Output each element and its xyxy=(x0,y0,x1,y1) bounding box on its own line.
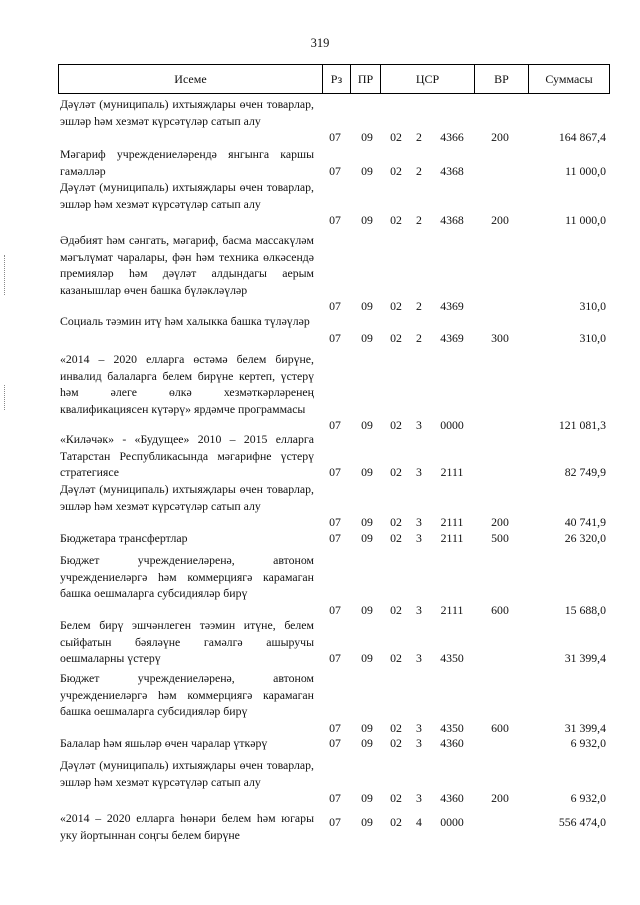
row-pr: 09 xyxy=(361,515,373,529)
page-number: 319 xyxy=(310,36,330,50)
row-sum: 31 399,4 xyxy=(564,720,606,735)
row-csr-part2: 4 xyxy=(416,815,422,829)
row-csr-part3: 2111 xyxy=(440,531,464,545)
row-pr: 09 xyxy=(361,130,373,144)
row-csr-part2: 3 xyxy=(416,515,422,529)
row-csr-part2: 2 xyxy=(416,213,422,227)
row-csr-part3: 4350 xyxy=(440,720,464,735)
table-row xyxy=(0,617,640,667)
row-csr-part3: 2111 xyxy=(440,515,464,529)
row-pr: 09 xyxy=(361,736,373,750)
row-sum: 556 474,0 xyxy=(558,815,606,829)
row-csr-part2: 3 xyxy=(416,791,422,805)
row-rz: 07 xyxy=(329,791,341,805)
row-rz: 07 xyxy=(329,163,341,178)
row-sum: 310,0 xyxy=(579,299,606,313)
row-csr-part1: 02 xyxy=(390,465,402,479)
row-csr-part3: 2111 xyxy=(440,602,464,617)
row-csr-part1: 02 xyxy=(390,213,402,227)
row-sum: 31 399,4 xyxy=(564,651,606,665)
row-rz: 07 xyxy=(329,815,341,829)
row-csr-part1: 02 xyxy=(390,651,402,665)
row-name: Социаль тәэмин итү һәм халыкка башка түләүләр xyxy=(60,314,310,328)
row-csr-part3: 4369 xyxy=(440,330,464,345)
table-row xyxy=(0,670,640,736)
row-name: Балалар һәм яшьләр өчен чаралар үткәрү xyxy=(60,736,268,750)
row-rz: 07 xyxy=(329,515,341,529)
row-rz: 07 xyxy=(329,418,341,432)
row-csr-part3: 4350 xyxy=(440,651,464,665)
row-sum: 15 688,0 xyxy=(564,602,606,617)
row-name: «2014 – 2020 елларга өстәмә белем бирүне, инвалид балаларга белем бирүне кертеп, үстерү һәм әлеге өлкә хезмәткәрләренең квалификациясен күтәрү» ярдәмче программасы xyxy=(60,352,314,416)
row-csr-part2: 2 xyxy=(416,130,422,144)
row-rz: 07 xyxy=(329,531,341,545)
row-csr-part2: 3 xyxy=(416,465,422,479)
row-csr-part1: 02 xyxy=(390,299,402,313)
row-pr: 09 xyxy=(361,791,373,805)
table-header xyxy=(58,64,610,94)
column-header-name: Исеме xyxy=(59,65,323,93)
row-pr: 09 xyxy=(361,213,373,227)
row-csr-part1: 02 xyxy=(390,531,402,545)
row-pr: 09 xyxy=(361,465,373,479)
row-name: «2014 – 2020 елларга һөнәри белем һәм югары уку йортыннан соңгы белем бирүне xyxy=(60,811,314,842)
row-csr-part1: 02 xyxy=(390,720,402,735)
row-csr-part3: 0000 xyxy=(440,418,464,432)
row-vr: 300 xyxy=(491,330,509,345)
row-pr: 09 xyxy=(361,330,373,345)
row-csr-part2: 2 xyxy=(416,330,422,345)
row-csr-part3: 4368 xyxy=(440,213,464,227)
row-csr-part2: 2 xyxy=(416,163,422,178)
row-pr: 09 xyxy=(361,299,373,313)
row-csr-part1: 02 xyxy=(390,736,402,750)
row-rz: 07 xyxy=(329,720,341,735)
row-pr: 09 xyxy=(361,531,373,545)
row-csr-part3: 0000 xyxy=(440,815,464,829)
row-csr-part1: 02 xyxy=(390,130,402,144)
table-row xyxy=(0,146,640,179)
table-row xyxy=(0,179,640,229)
row-sum: 26 320,0 xyxy=(564,531,606,545)
row-name: Мәгариф учреждениеләрендә янгынга каршы гамәлләр xyxy=(60,147,314,178)
row-csr-part1: 02 xyxy=(390,815,402,829)
column-header-csr: ЦСР xyxy=(381,65,475,93)
table-row xyxy=(0,530,640,547)
row-vr: 500 xyxy=(491,531,509,545)
row-rz: 07 xyxy=(329,651,341,665)
row-pr: 09 xyxy=(361,602,373,617)
row-pr: 09 xyxy=(361,651,373,665)
row-csr-part3: 4366 xyxy=(440,130,464,144)
row-csr-part2: 3 xyxy=(416,651,422,665)
row-sum: 6 932,0 xyxy=(570,736,606,750)
table-row xyxy=(0,232,640,315)
row-rz: 07 xyxy=(329,465,341,479)
row-name: «Киләчәк» - «Будущее» 2010 – 2015 елларга Татарстан Республикасында мәгарифне үстерү стратегиясе xyxy=(60,432,314,479)
row-rz: 07 xyxy=(329,130,341,144)
row-csr-part1: 02 xyxy=(390,330,402,345)
row-name: Бюджетара трансфертлар xyxy=(60,531,188,545)
row-csr-part2: 2 xyxy=(416,299,422,313)
column-header-sum: Суммасы xyxy=(545,72,593,86)
row-rz: 07 xyxy=(329,299,341,313)
row-sum: 11 000,0 xyxy=(565,213,606,227)
row-name: Әдәбият һәм сәнгать, мәгариф, басма массакүләм мәгълүмат чаралары, фән һәм техника өлкәсендә премияләр һәм дәүләт алдындагы аерым казанышлар өчен башка бүләкләүләр xyxy=(60,233,314,297)
row-csr-part3: 2111 xyxy=(440,465,464,479)
row-name: Дәүләт (муниципаль) ихтыяҗлары өчен товарлар, эшләр һәм хезмәт күрсәтүләр сатып алу xyxy=(60,97,314,128)
row-sum: 164 867,4 xyxy=(558,130,606,144)
row-sum: 121 081,3 xyxy=(558,418,606,432)
row-pr: 09 xyxy=(361,163,373,178)
row-csr-part3: 4360 xyxy=(440,791,464,805)
column-header-pr: ПР xyxy=(351,65,381,93)
row-name: Дәүләт (муниципаль) ихтыяҗлары өчен товарлар, эшләр һәм хезмәт күрсәтүләр сатып алу xyxy=(60,180,314,211)
row-pr: 09 xyxy=(361,815,373,829)
row-vr: 600 xyxy=(491,720,509,735)
table-row xyxy=(0,481,640,531)
row-rz: 07 xyxy=(329,330,341,345)
row-name: Белем бирү эшчәнлеген тәэмин итүне, белем сыйфатын бәяләүне гамәлгә ашыручы оешмаларны үстерү xyxy=(60,618,314,665)
row-rz: 07 xyxy=(329,602,341,617)
row-vr: 200 xyxy=(491,791,509,805)
row-rz: 07 xyxy=(329,213,341,227)
row-vr: 200 xyxy=(491,213,509,227)
row-sum: 310,0 xyxy=(579,330,606,345)
table-row xyxy=(0,313,640,346)
row-vr: 200 xyxy=(491,130,509,144)
row-csr-part2: 3 xyxy=(416,736,422,750)
row-csr-part1: 02 xyxy=(390,791,402,805)
row-csr-part3: 4369 xyxy=(440,299,464,313)
row-csr-part3: 4368 xyxy=(440,163,464,178)
row-csr-part1: 02 xyxy=(390,163,402,178)
row-csr-part2: 3 xyxy=(416,720,422,735)
row-csr-part1: 02 xyxy=(390,602,402,617)
row-csr-part3: 4360 xyxy=(440,736,464,750)
row-csr-part1: 02 xyxy=(390,515,402,529)
table-row xyxy=(0,552,640,618)
row-pr: 09 xyxy=(361,418,373,432)
row-name: Дәүләт (муниципаль) ихтыяҗлары өчен товарлар, эшләр һәм хезмәт күрсәтүләр сатып алу xyxy=(60,758,314,789)
row-rz: 07 xyxy=(329,736,341,750)
row-vr: 600 xyxy=(491,602,509,617)
table-row xyxy=(0,757,640,807)
row-sum: 82 749,9 xyxy=(564,465,606,479)
table-row xyxy=(0,96,640,146)
row-sum: 40 741,9 xyxy=(564,515,606,529)
row-pr: 09 xyxy=(361,720,373,735)
column-header-rz: Рз xyxy=(323,65,351,93)
column-header-vr: ВР xyxy=(475,65,529,93)
row-name: Бюджет учреждениеләренә, автоном учреждениеләргә һәм коммерциягә карамаган башка оешмаларга субсидияләр бирү xyxy=(60,553,314,600)
row-csr-part2: 3 xyxy=(416,602,422,617)
row-csr-part1: 02 xyxy=(390,418,402,432)
row-name: Дәүләт (муниципаль) ихтыяҗлары өчен товарлар, эшләр һәм хезмәт күрсәтүләр сатып алу xyxy=(60,482,314,513)
row-sum: 6 932,0 xyxy=(570,791,606,805)
row-sum: 11 000,0 xyxy=(565,163,606,178)
table-row xyxy=(0,351,640,434)
table-row xyxy=(0,431,640,481)
table-row xyxy=(0,735,640,752)
table-row xyxy=(0,810,640,843)
row-csr-part2: 3 xyxy=(416,418,422,432)
row-csr-part2: 3 xyxy=(416,531,422,545)
row-name: Бюджет учреждениеләренә, автоном учреждениеләргә һәм коммерциягә карамаган башка оешмаларга субсидияләр бирү xyxy=(60,671,314,718)
row-vr: 200 xyxy=(491,515,509,529)
